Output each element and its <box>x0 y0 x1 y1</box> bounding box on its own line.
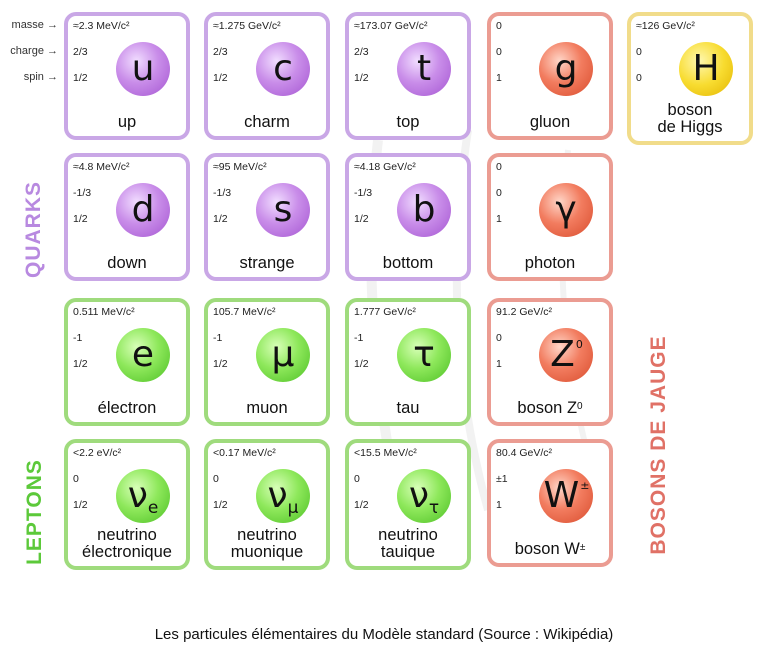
particle-name-superscript: ± <box>579 542 586 553</box>
particle-charge: 2/3 <box>213 46 228 58</box>
particle-ball <box>256 469 310 523</box>
particle-mass: 1.777 GeV/c² <box>354 306 416 318</box>
particle-name <box>208 114 326 131</box>
particle-symbol-group <box>413 334 435 375</box>
particle-card-muon <box>204 298 330 426</box>
particle-name-line1: neutrino <box>97 526 157 544</box>
particle-spin: 1 <box>496 72 502 84</box>
particle-mass: ≈4.18 GeV/c² <box>354 161 416 173</box>
particle-charge: 0 <box>496 46 502 58</box>
particle-ball <box>256 183 310 237</box>
particle-symbol: b <box>412 189 436 230</box>
particle-name-text: down <box>107 254 147 272</box>
particle-card-gluon <box>487 12 613 140</box>
particle-symbol: Z <box>550 334 575 375</box>
particle-ball <box>116 183 170 237</box>
particle-name-line1: neutrino <box>378 526 438 544</box>
particle-name <box>349 400 467 417</box>
particle-charge: 0 <box>354 473 360 485</box>
particle-spin: 0 <box>636 72 642 84</box>
particle-card-photon <box>487 153 613 281</box>
particle-charge: ±1 <box>496 473 508 485</box>
particle-name <box>349 114 467 131</box>
particle-spin: 1 <box>496 358 502 370</box>
particle-symbol-subscript: τ <box>428 498 440 518</box>
particle-name <box>491 114 609 131</box>
particle-card-top <box>345 12 471 140</box>
particle-ball <box>397 469 451 523</box>
particle-ball <box>116 42 170 96</box>
particle-charge: -1/3 <box>73 187 92 199</box>
particle-name-line2: tauique <box>380 543 436 561</box>
particle-name-text: bottom <box>382 254 434 272</box>
particle-charge: 2/3 <box>354 46 369 58</box>
particle-charge: 0 <box>496 332 502 344</box>
particle-symbol-subscript: μ <box>287 498 299 518</box>
particle-name-text: top <box>396 113 420 131</box>
particle-symbol-group <box>692 48 720 89</box>
particle-card-charm <box>204 12 330 140</box>
particle-symbol-group <box>555 189 577 230</box>
particle-symbol: W <box>543 475 580 516</box>
particle-card-z-boson <box>487 298 613 426</box>
particle-name <box>631 102 749 136</box>
particle-charge: -1 <box>213 332 223 344</box>
particle-charge: -1 <box>354 332 364 344</box>
particle-mass: 105.7 MeV/c² <box>213 306 276 318</box>
particle-symbol-group <box>273 189 293 230</box>
particle-ball <box>679 42 733 96</box>
particle-name <box>491 541 609 558</box>
particle-ball <box>116 328 170 382</box>
particle-card-down <box>64 153 190 281</box>
particle-name-text: up <box>117 113 137 131</box>
particle-symbol: H <box>692 48 720 89</box>
particle-symbol-group <box>131 48 155 89</box>
particle-card-w-boson <box>487 439 613 567</box>
particle-card-electron <box>64 298 190 426</box>
particle-card-bottom <box>345 153 471 281</box>
leptons-group-label: LEPTONS <box>23 459 46 565</box>
particle-name <box>68 255 186 272</box>
caption: Les particules élémentaires du Modèle standard (Source : Wikipédia) <box>154 626 614 643</box>
particle-symbol: d <box>131 189 155 230</box>
particle-symbol-group <box>412 189 436 230</box>
particle-symbol-group <box>543 475 590 516</box>
particle-charge: -1/3 <box>354 187 373 199</box>
particle-symbol-group <box>273 48 293 89</box>
particle-mass: ≈95 MeV/c² <box>213 161 267 173</box>
particle-spin: 1/2 <box>73 358 88 370</box>
particle-ball <box>539 183 593 237</box>
particle-name <box>208 400 326 417</box>
particle-ball <box>256 328 310 382</box>
particle-card-nu-mu <box>204 439 330 570</box>
particle-ball <box>539 328 593 382</box>
particle-name-text: gluon <box>529 113 571 131</box>
particle-spin: 1/2 <box>354 72 369 84</box>
particle-spin: 1/2 <box>213 72 228 84</box>
particle-ball <box>397 183 451 237</box>
particle-symbol: ν <box>127 475 148 516</box>
particle-name-text: tau <box>396 399 420 417</box>
particle-charge: 0 <box>73 473 79 485</box>
particle-name-superscript: 0 <box>577 401 583 412</box>
particle-card-nu-tau <box>345 439 471 570</box>
particle-name-line1: boson <box>667 101 713 119</box>
particle-name-line1: neutrino <box>237 526 297 544</box>
particle-symbol-group <box>416 48 432 89</box>
particle-name <box>491 255 609 272</box>
particle-symbol: u <box>131 48 155 89</box>
particle-symbol: ν <box>267 475 288 516</box>
particle-name-text: charm <box>244 113 290 131</box>
particle-symbol-superscript: 0 <box>575 338 583 351</box>
particle-symbol-subscript: e <box>147 498 159 518</box>
particle-symbol: μ <box>271 334 295 375</box>
particle-name <box>491 400 609 417</box>
quarks-group-label: QUARKS <box>22 180 45 278</box>
particle-ball <box>397 328 451 382</box>
particle-name <box>68 527 186 561</box>
particle-spin: 1/2 <box>213 358 228 370</box>
particle-spin: 1/2 <box>354 358 369 370</box>
particle-symbol: s <box>273 189 293 230</box>
particle-card-strange <box>204 153 330 281</box>
particle-spin: 1/2 <box>213 499 228 511</box>
particle-name-line2: muonique <box>230 543 304 561</box>
particle-symbol-group <box>131 189 155 230</box>
particle-ball <box>116 469 170 523</box>
particle-symbol-group <box>408 475 440 518</box>
particle-name-text: muon <box>246 399 288 417</box>
particle-symbol: e <box>131 334 155 375</box>
particle-ball <box>256 42 310 96</box>
particle-mass: ≈173.07 GeV/c² <box>354 20 428 32</box>
particle-charge: 0 <box>496 187 502 199</box>
particle-spin: 1 <box>496 213 502 225</box>
particle-mass: ≈2.3 MeV/c² <box>73 20 130 32</box>
particle-symbol: τ <box>413 334 435 375</box>
charge-row-label: charge → <box>10 45 58 57</box>
particle-symbol-superscript: ± <box>580 479 590 492</box>
particle-symbol: ν <box>408 475 429 516</box>
particle-spin: 1/2 <box>213 213 228 225</box>
particle-ball <box>539 469 593 523</box>
particle-name-text: strange <box>239 254 295 272</box>
particle-spin: 1/2 <box>354 499 369 511</box>
particle-spin: 1/2 <box>73 499 88 511</box>
particle-card-tau <box>345 298 471 426</box>
particle-mass: 80.4 GeV/c² <box>496 447 553 459</box>
particle-symbol-group <box>271 334 295 375</box>
particle-symbol-group <box>554 48 578 89</box>
particle-symbol: c <box>273 48 293 89</box>
particle-charge: 2/3 <box>73 46 88 58</box>
particle-symbol: t <box>416 48 432 89</box>
particle-symbol: γ <box>555 189 577 230</box>
particle-charge: 0 <box>213 473 219 485</box>
particle-name-text: boson Z <box>517 399 578 417</box>
particle-card-nu-e <box>64 439 190 570</box>
particle-ball <box>397 42 451 96</box>
particle-charge: 0 <box>636 46 642 58</box>
particle-mass: ≈1.275 GeV/c² <box>213 20 281 32</box>
particle-mass: 0.511 MeV/c² <box>73 306 135 318</box>
particle-name <box>208 255 326 272</box>
particle-charge: -1/3 <box>213 187 232 199</box>
particle-spin: 1/2 <box>354 213 369 225</box>
particle-symbol-group <box>267 475 299 518</box>
particle-name-text: photon <box>524 254 576 272</box>
spin-row-label: spin → <box>23 71 58 83</box>
particle-symbol-group <box>127 475 159 518</box>
particle-mass: ≈126 GeV/c² <box>636 20 695 32</box>
particle-mass: <2.2 eV/c² <box>73 447 122 459</box>
particle-mass: <0.17 MeV/c² <box>213 447 276 459</box>
particle-symbol-group <box>550 334 583 375</box>
particle-name <box>208 527 326 561</box>
particle-name-line2: de Higgs <box>657 118 723 136</box>
bosons-group-label: BOSONS DE JAUGE <box>647 335 670 555</box>
particle-ball <box>539 42 593 96</box>
particle-name <box>349 527 467 561</box>
particle-name <box>68 400 186 417</box>
particle-name-line2: électronique <box>82 543 172 561</box>
particle-name <box>68 114 186 131</box>
particle-spin: 1/2 <box>73 72 88 84</box>
particle-name-text: boson W <box>514 540 580 558</box>
particle-name-text: électron <box>97 399 157 417</box>
particle-spin: 1 <box>496 499 502 511</box>
particle-spin: 1/2 <box>73 213 88 225</box>
particle-charge: -1 <box>73 332 83 344</box>
particle-mass: <15.5 MeV/c² <box>354 447 417 459</box>
particle-mass: 0 <box>496 161 502 173</box>
particle-card-higgs <box>627 12 753 145</box>
mass-row-label: masse → <box>11 19 58 31</box>
particle-name <box>349 255 467 272</box>
particle-mass: ≈4.8 MeV/c² <box>73 161 130 173</box>
particle-card-up <box>64 12 190 140</box>
particle-mass: 0 <box>496 20 502 32</box>
particle-symbol-group <box>131 334 155 375</box>
particle-symbol: g <box>554 48 578 89</box>
particle-mass: 91.2 GeV/c² <box>496 306 553 318</box>
